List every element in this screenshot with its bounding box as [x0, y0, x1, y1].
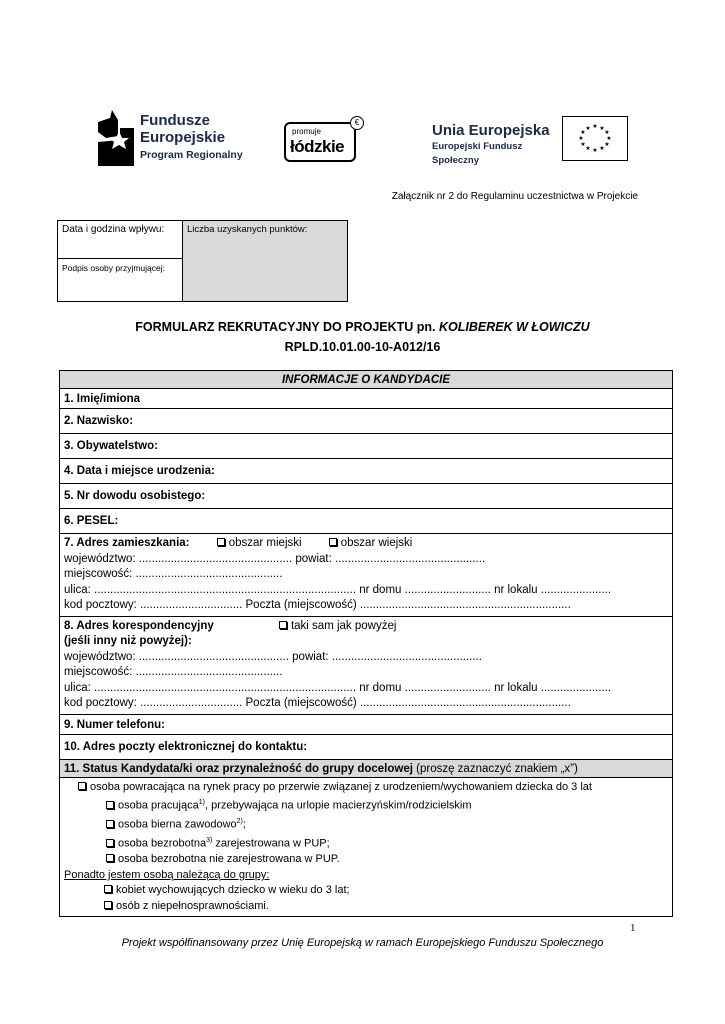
footer-note: Projekt współfinansowany przez Unię Europejską w ramach Europejskiego Funduszu Społecznego	[121, 937, 604, 949]
residence-voivodeship-line[interactable]: województwo: ................................................ powiat: ...............................................	[64, 552, 486, 565]
correspondence-postal-line[interactable]: kod pocztowy: ................................ Poczta (miejscowość) ..................................................................	[64, 697, 571, 709]
status-section-hint: (proszę zaznaczyć znakiem „x”)	[416, 762, 578, 775]
receiver-signature-field[interactable]: Podpis osoby przyjmującej:	[62, 263, 165, 273]
lodzkie-logo	[284, 118, 362, 164]
correspondence-city-line[interactable]: miejscowość: ..............................................	[64, 666, 283, 678]
correspondence-address-section	[60, 617, 672, 715]
disabled-persons-checkbox[interactable]	[104, 901, 112, 909]
svg-text:★: ★	[604, 129, 610, 136]
employed-checkbox[interactable]	[106, 801, 114, 809]
status-options	[60, 778, 672, 917]
fe-logo-line3: Program Regionalny	[140, 149, 243, 161]
unemployed-unregistered-checkbox[interactable]	[106, 854, 114, 862]
unemployed-registered-checkbox[interactable]	[106, 839, 114, 847]
svg-text:★: ★	[585, 125, 591, 132]
ue-logo-text	[432, 122, 562, 168]
residence-address-section	[60, 534, 672, 617]
phone-field[interactable]: 9. Numer telefonu:	[60, 715, 672, 735]
rural-area-label: obszar wiejski	[340, 537, 413, 549]
annex-note: Załącznik nr 2 do Regulaminu uczestnictwa w Projekcie	[391, 191, 638, 202]
residence-address-label: 7. Adres zamieszkania:	[64, 537, 190, 549]
section-header: INFORMACJE O KANDYDACIE	[60, 371, 672, 389]
disabled-persons-label: osób z niepełnosprawnościami.	[116, 899, 269, 912]
employed-label: osoba pracująca	[118, 799, 199, 812]
form-title	[0, 320, 725, 334]
footnote-1: 1)	[198, 799, 205, 806]
project-number: RPLD.10.01.00-10-A012/16	[284, 340, 441, 354]
svg-text:★: ★	[578, 135, 584, 142]
pesel-field[interactable]: 6. PESEL:	[60, 509, 672, 534]
unemployed-registered-label-cont: zarejestrowana w PUP;	[212, 837, 330, 850]
returning-to-work-label: osoba powracająca na rynek pracy po przerwie związanej z urodzeniem/wychowaniem dziecka do 3 lat	[90, 780, 592, 793]
points-field[interactable]: Liczba uzyskanych punktów:	[183, 221, 347, 301]
svg-text:★: ★	[580, 141, 586, 148]
status-section-label: 11. Status Kandydata/ki oraz przynależność do grupy docelowej	[64, 762, 413, 775]
first-name-field[interactable]: 1. Imię/imiona	[60, 389, 672, 409]
svg-text:★: ★	[606, 135, 612, 142]
inactive-checkbox[interactable]	[106, 820, 114, 828]
svg-text:★: ★	[599, 125, 605, 132]
same-as-above-checkbox[interactable]	[279, 621, 287, 629]
women-raising-child-checkbox[interactable]	[104, 885, 112, 893]
rural-area-checkbox[interactable]	[329, 538, 337, 546]
surname-field[interactable]: 2. Nazwisko:	[60, 409, 672, 434]
svg-text:★: ★	[580, 129, 586, 136]
svg-text:★: ★	[604, 141, 610, 148]
inactive-label-cont: ;	[242, 818, 246, 831]
correspondence-street-line[interactable]: ulica: .................................................................................. nr domu ........................... nr lokalu ......................	[64, 681, 612, 694]
unemployed-unregistered-label: osoba bezrobotna nie zarejestrowana w PUP.	[118, 853, 340, 866]
svg-text:★: ★	[599, 145, 605, 152]
lodzkie-big-text: łódzkie	[290, 137, 345, 156]
residence-city-line[interactable]: miejscowość: ..............................................	[64, 568, 283, 580]
fundusze-europejskie-logo	[96, 108, 246, 170]
group-intro: Ponadto jestem osobą należącą do grupy:	[64, 868, 270, 881]
email-field[interactable]: 10. Adres poczty elektronicznej do kontaktu:	[60, 735, 672, 760]
residence-postal-line[interactable]: kod pocztowy: ................................ Poczta (miejscowość) ..................................................................	[64, 599, 571, 611]
footnote-3: 3)	[206, 837, 213, 845]
urban-area-checkbox[interactable]	[217, 538, 225, 546]
ue-logo-line2: Europejski Fundusz Społeczny	[432, 141, 523, 166]
urban-area-label: obszar miejski	[228, 537, 302, 549]
correspondence-voivodeship-line[interactable]: województwo: ............................................... powiat: ...............................................	[64, 650, 482, 663]
same-as-above-label: taki sam jak powyżej	[290, 619, 397, 632]
residence-street-line[interactable]: ulica: .................................................................................. nr domu ........................... nr lokalu ......................	[64, 583, 612, 596]
correspondence-address-note: (jeśli inny niż powyżej):	[64, 635, 192, 647]
employed-label-cont: , przebywająca na urlopie macierzyńskim/rodzicielskim	[204, 799, 472, 812]
eu-flag-icon	[562, 116, 628, 161]
candidate-form	[59, 370, 673, 917]
footnote-2: 2)	[236, 818, 243, 826]
birth-date-place-field[interactable]: 4. Data i miejsce urodzenia:	[60, 459, 672, 484]
unemployed-registered-label: osoba bezrobotna	[118, 837, 207, 850]
status-section-header	[60, 760, 672, 778]
inactive-label: osoba bierna zawodowo	[118, 818, 237, 831]
date-received-field[interactable]: Data i godzina wpływu:	[58, 221, 182, 259]
page-number: 1	[630, 922, 636, 934]
fe-logo-line1: Fundusze	[140, 112, 210, 129]
fe-emblem-icon	[96, 108, 136, 168]
lodzkie-small-text: promuje	[292, 127, 321, 136]
svg-text:★: ★	[592, 123, 598, 130]
svg-text:★: ★	[592, 147, 598, 154]
id-number-field[interactable]: 5. Nr dowodu osobistego:	[60, 484, 672, 509]
lodzkie-euro-mark: €	[350, 116, 364, 130]
ue-logo-line1: Unia Europejska	[432, 122, 550, 139]
women-raising-child-label: kobiet wychowujących dziecko w wieku do 3 lat;	[116, 884, 350, 897]
form-title-prefix: FORMULARZ REKRUTACYJNY DO PROJEKTU pn.	[135, 320, 436, 334]
returning-to-work-checkbox[interactable]	[78, 782, 86, 790]
svg-text:★: ★	[585, 145, 591, 152]
project-name: KOLIBEREK W ŁOWICZU	[439, 320, 590, 334]
correspondence-address-label: 8. Adres korespondencyjny	[64, 619, 214, 632]
citizenship-field[interactable]: 3. Obywatelstwo:	[60, 434, 672, 459]
fe-logo-line2: Europejskie	[140, 129, 226, 146]
reception-box	[57, 220, 348, 302]
